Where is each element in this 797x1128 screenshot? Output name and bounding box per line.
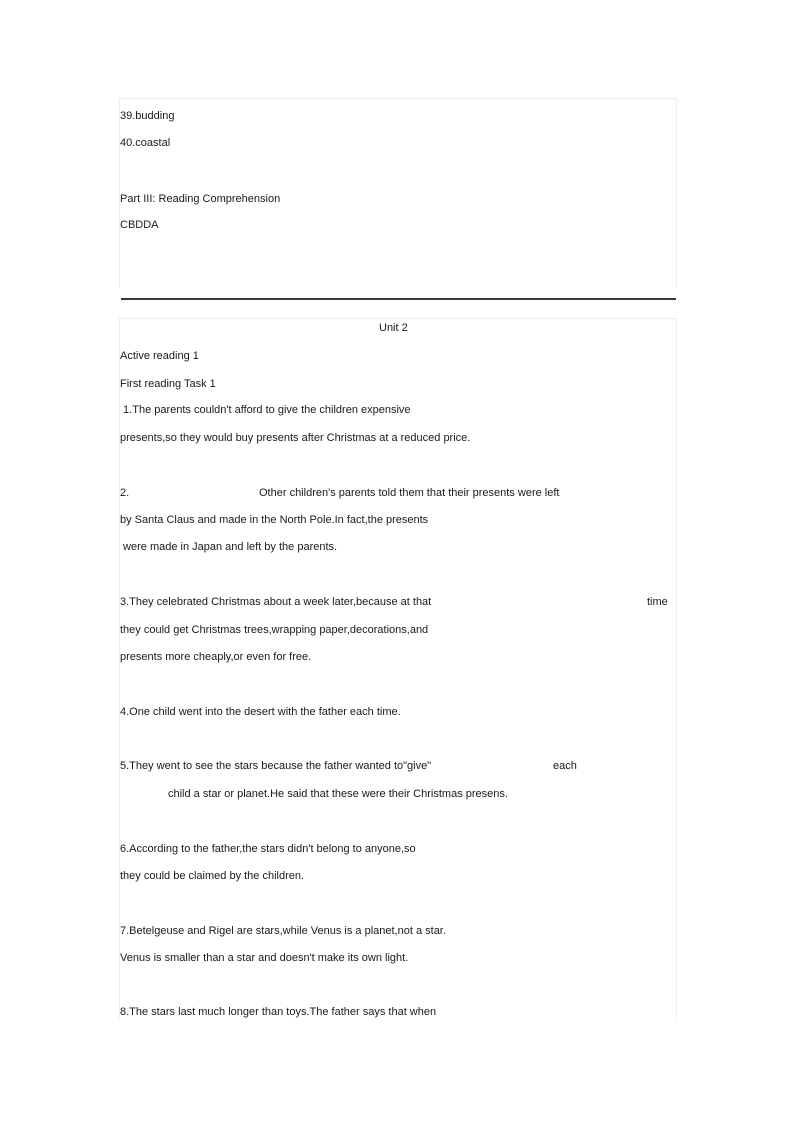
answer-2-line-2: by Santa Claus and made in the North Pole.In fact,the presents bbox=[120, 514, 429, 526]
vocab-item-39: 39.budding bbox=[120, 110, 175, 122]
answer-3-line-1-tail: time bbox=[647, 596, 668, 608]
answer-3-line-3: presents more cheaply,or even for free. bbox=[120, 651, 312, 663]
answer-box-unit2 bbox=[119, 318, 677, 1018]
answer-2-number: 2. bbox=[120, 487, 130, 499]
answer-5-line-1-tail: each bbox=[553, 760, 577, 772]
answer-8-line-1: 8.The stars last much longer than toys.The father says that when bbox=[120, 1006, 437, 1018]
answer-3-line-1: 3.They celebrated Christmas about a week later,because at that bbox=[120, 596, 432, 608]
answer-1-line-2: presents,so they would buy presents after Christmas at a reduced price. bbox=[120, 432, 471, 444]
answer-4: 4.One child went into the desert with the father each time. bbox=[120, 706, 401, 718]
reading-answers: CBDDA bbox=[120, 219, 159, 231]
vocab-item-40: 40.coastal bbox=[120, 137, 171, 149]
horizontal-rule bbox=[121, 298, 676, 300]
answer-5-line-1: 5.They went to see the stars because the father wanted to"give" bbox=[120, 760, 432, 772]
answer-3-line-2: they could get Christmas trees,wrapping paper,decorations,and bbox=[120, 624, 429, 636]
answer-2-line-3: were made in Japan and left by the parents. bbox=[120, 541, 338, 553]
answer-7-line-1: 7.Betelgeuse and Rigel are stars,while Venus is a planet,not a star. bbox=[120, 925, 446, 937]
part-heading: Part III: Reading Comprehension bbox=[120, 193, 281, 205]
unit-title: Unit 2 bbox=[379, 322, 408, 334]
answer-5-line-2: child a star or planet.He said that these were their Christmas presens. bbox=[168, 788, 508, 800]
task-heading: First reading Task 1 bbox=[120, 378, 216, 390]
answer-7-line-2: Venus is smaller than a star and doesn't make its own light. bbox=[120, 952, 409, 964]
answer-1-line-1: 1.The parents couldn't afford to give the children expensive bbox=[120, 404, 411, 416]
answer-6-line-1: 6.According to the father,the stars didn't belong to anyone,so bbox=[120, 843, 416, 855]
answer-6-line-2: they could be claimed by the children. bbox=[120, 870, 305, 882]
answer-2-line-1: Other children's parents told them that their presents were left bbox=[259, 487, 560, 499]
section-subtitle: Active reading 1 bbox=[120, 350, 199, 362]
